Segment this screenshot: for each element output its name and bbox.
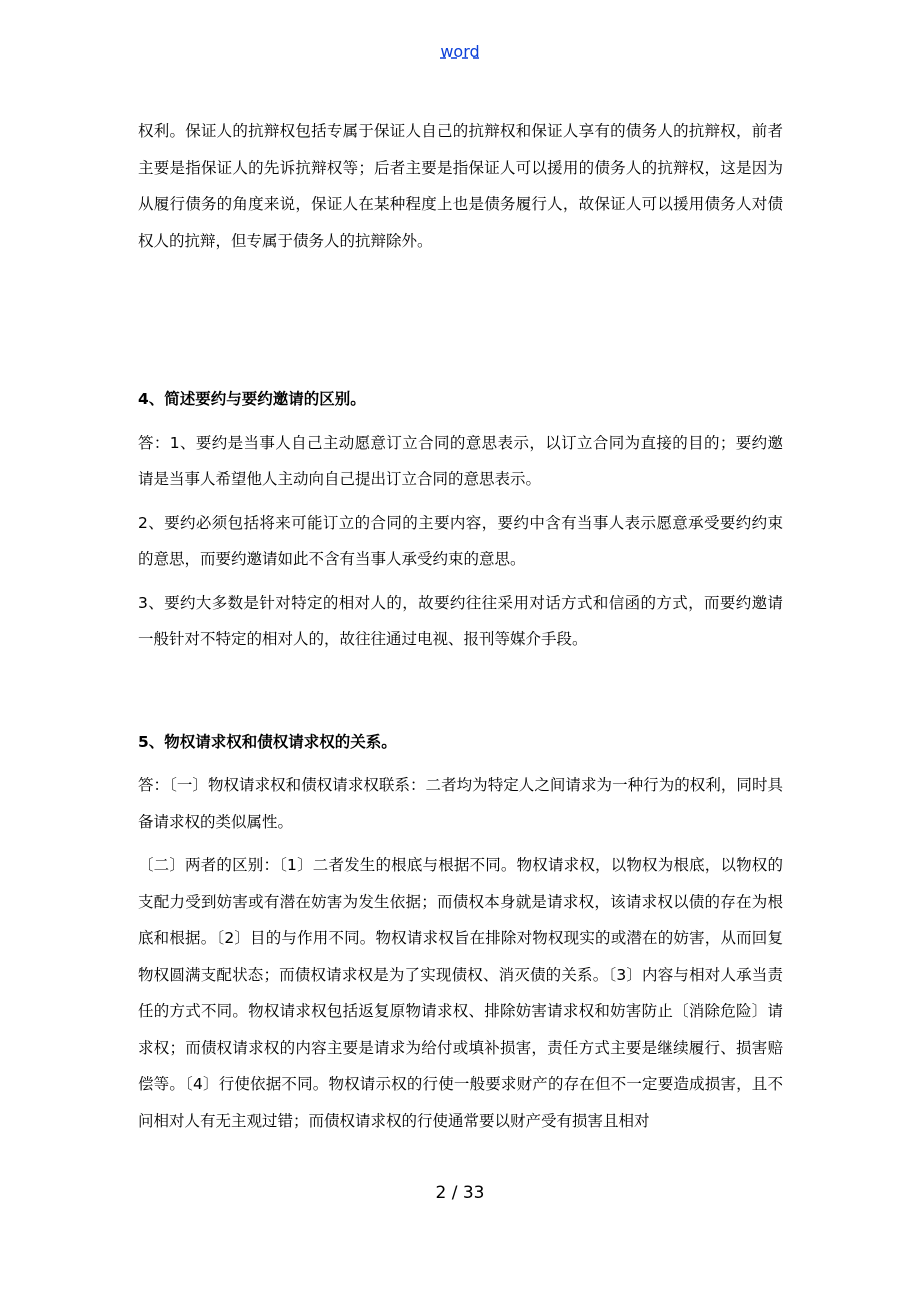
word-link[interactable]: word (440, 42, 480, 61)
question-5-answer-2: 〔二〕两者的区别：〔1〕二者发生的根底与根据不同。物权请求权，以物权为根底，以物权的支配力受到妨害或有潜在妨害为发生依据；而债权本身就是请求权，该请求权以债的存在为根底和根据。〔2〕目的与作用不同。物权请求权旨在排除对物权现实的或潜在的妨害，从而回复物权圆满支配状态；而债权请求权是为了实现债权、消灭债的关系。〔3〕内容与相对人承当责任的方式不同。物权请求权包括返复原物请求权、排除妨害请求权和妨害防止〔消除危险〕请求权；而债权请求权的内容主要是请求为给付或填补损害，责任方式主要是继续履行、损害赔偿等。〔4〕行使依据不同。物权请示权的行使一般要求财产的存在但不一定要造成损害，且不问相对人有无主观过错；而债权请求权的行使通常要以财产受有损害且相对 (138, 856, 783, 1130)
section-spacer (138, 266, 783, 381)
intro-paragraph: 权利。保证人的抗辩权包括专属于保证人自己的抗辩权和保证人享有的债务人的抗辩权，前者主要是指保证人的先诉抗辩权等；后者主要是指保证人可以援用的债务人的抗辩权，这是因为从履行债务的角度来说，保证人在某种程度上也是债务履行人，故保证人可以援用债务人对债权人的抗辩，但专属于债务人的抗辩除外。 (138, 122, 783, 250)
question-4-heading: 4、简述要约与要约邀请的区别。 (138, 390, 366, 408)
question-4-answer-3: 3、要约大多数是针对特定的相对人的，故要约往往采用对话方式和信函的方式，而要约邀请一般针对不特定的相对人的，故往往通过电视、报刊等媒介手段。 (138, 593, 783, 648)
document-body (138, 113, 783, 1146)
question-5-answer-1: 答：〔一〕物权请求权和债权请求权联系：二者均为特定人之间请求为一种行为的权利，同时具备请求权的类似属性。 (138, 776, 783, 831)
question-5-heading: 5、物权请求权和债权请求权的关系。 (138, 732, 397, 751)
page-indicator: 2 / 33 (435, 1183, 485, 1203)
page-header (0, 40, 920, 64)
section-spacer (138, 665, 783, 724)
question-4-answer-1: 答：1、要约是当事人自己主动愿意订立合同的意思表示，以订立合同为直接的目的；要约邀请是当事人希望他人主动向自己提出订立合同的意思表示。 (138, 433, 783, 488)
question-4-answer-2: 2、要约必须包括将来可能订立的合同的主要内容，要约中含有当事人表示愿意承受要约约束的意思，而要约邀请如此不含有当事人承受约束的意思。 (138, 513, 783, 568)
